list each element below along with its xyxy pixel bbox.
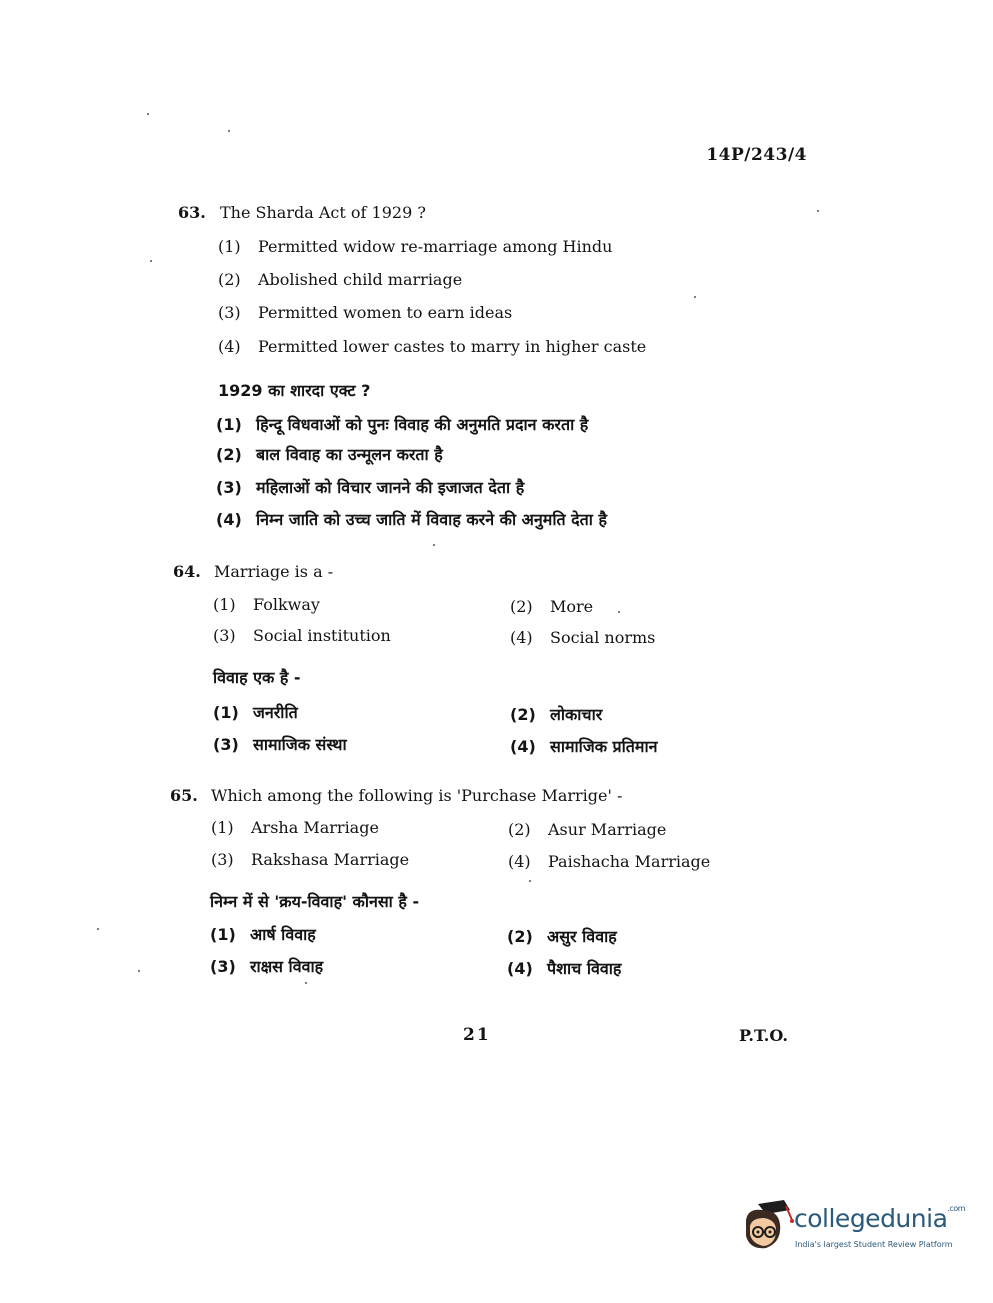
option-number: (1) — [218, 237, 241, 256]
option-number: (2) — [508, 820, 531, 839]
option-number: (3) — [211, 850, 234, 869]
question-text-en: Marriage is a - — [214, 562, 334, 581]
option-number: (2) — [218, 270, 241, 289]
option-en — [213, 595, 320, 614]
option-text: More — [550, 597, 594, 616]
option-hi — [216, 443, 443, 465]
option-number: (4) — [218, 337, 241, 356]
option-text: महिलाओं को विचार जानने की इजाजत देता है — [256, 478, 525, 497]
option-text: राक्षस विवाह — [250, 957, 324, 976]
option-number: (2) — [510, 705, 536, 724]
question-text-en: Which among the following is 'Purchase Marrige' - — [211, 786, 623, 805]
option-hi — [507, 957, 621, 979]
option-hi — [510, 703, 602, 725]
option-number: (3) — [218, 303, 241, 322]
scan-speck — [150, 260, 152, 262]
option-number: (3) — [210, 957, 236, 976]
option-hi — [510, 735, 658, 757]
option-text: Permitted widow re-marriage among Hindu — [258, 237, 613, 256]
option-en — [508, 852, 710, 871]
option-text: सामाजिक संस्था — [253, 735, 347, 754]
scan-speck — [433, 544, 435, 546]
option-en — [218, 270, 462, 289]
option-en — [218, 337, 646, 356]
option-text: पैशाच विवाह — [547, 959, 622, 978]
option-en — [213, 626, 391, 645]
logo-wordmark — [794, 1204, 965, 1233]
option-text: लोकाचार — [550, 705, 603, 724]
option-number: (4) — [216, 510, 242, 529]
option-text: Rakshasa Marriage — [251, 850, 410, 869]
option-en — [510, 597, 593, 616]
question-text-en: The Sharda Act of 1929 ? — [220, 203, 426, 222]
option-text: Social norms — [550, 628, 656, 647]
pto-label: P.T.O. — [739, 1026, 788, 1045]
question-text-hi: 1929 का शारदा एक्ट ? — [218, 381, 371, 400]
logo-suffix: .com — [947, 1204, 966, 1213]
option-text: Arsha Marriage — [251, 818, 379, 837]
scan-speck — [817, 210, 819, 212]
option-number: (1) — [210, 925, 236, 944]
option-hi — [216, 413, 588, 435]
option-text: आर्ष विवाह — [250, 925, 316, 944]
option-hi — [216, 508, 607, 530]
option-text: असुर विवाह — [547, 927, 617, 946]
question-number: 64. — [173, 562, 201, 581]
question-text-hi: विवाह एक है - — [213, 668, 301, 687]
option-number: (4) — [510, 737, 536, 756]
option-number: (2) — [216, 445, 242, 464]
option-text: Abolished child marriage — [258, 270, 463, 289]
option-hi — [210, 923, 316, 945]
collegedunia-logo — [738, 1198, 968, 1258]
option-hi — [507, 925, 617, 947]
scan-speck — [228, 130, 230, 132]
option-number: (4) — [510, 628, 533, 647]
page-number: 21 — [463, 1025, 491, 1045]
option-text: Permitted lower castes to marry in higher caste — [258, 337, 647, 356]
option-text: Permitted women to earn ideas — [258, 303, 513, 322]
option-text: Paishacha Marriage — [548, 852, 711, 871]
logo-tagline: India's largest Student Review Platform — [795, 1240, 953, 1249]
option-text: हिन्दू विधवाओं को पुनः विवाह की अनुमति प्रदान करता है — [256, 415, 589, 434]
option-en — [510, 628, 655, 647]
option-text: Social institution — [253, 626, 391, 645]
option-number: (3) — [213, 626, 236, 645]
mascot-icon — [738, 1198, 794, 1258]
option-number: (1) — [213, 595, 236, 614]
option-number: (3) — [216, 478, 242, 497]
scan-speck — [618, 611, 620, 613]
option-number: (2) — [510, 597, 533, 616]
option-en — [211, 818, 379, 837]
option-number: (1) — [216, 415, 242, 434]
option-text: सामाजिक प्रतिमान — [550, 737, 658, 756]
scan-speck — [305, 982, 307, 984]
option-text: Asur Marriage — [548, 820, 667, 839]
scan-speck — [147, 113, 149, 115]
option-text: जनरीति — [253, 703, 298, 722]
option-hi — [216, 476, 524, 498]
option-text: Folkway — [253, 595, 320, 614]
question-number: 63. — [178, 203, 206, 222]
option-number: (4) — [507, 959, 533, 978]
logo-name: collegedunia — [794, 1204, 948, 1233]
option-hi — [213, 733, 347, 755]
paper-code: 14P/243/4 — [706, 145, 807, 165]
option-hi — [213, 701, 298, 723]
scan-speck — [97, 928, 99, 930]
option-number: (1) — [211, 818, 234, 837]
option-text: बाल विवाह का उन्मूलन करता है — [256, 445, 443, 464]
scan-speck — [138, 970, 140, 972]
scan-speck — [694, 296, 696, 298]
option-number: (1) — [213, 703, 239, 722]
scan-speck — [529, 880, 531, 882]
option-en — [508, 820, 666, 839]
option-hi — [210, 955, 323, 977]
option-number: (4) — [508, 852, 531, 871]
option-text: निम्न जाति को उच्च जाति में विवाह करने की अनुमति देता है — [256, 510, 608, 529]
option-en — [218, 303, 512, 322]
option-number: (3) — [213, 735, 239, 754]
question-number: 65. — [170, 786, 198, 805]
option-en — [211, 850, 409, 869]
question-text-hi: निम्न में से 'क्रय-विवाह' कौनसा है - — [210, 892, 420, 911]
option-en — [218, 237, 612, 256]
option-number: (2) — [507, 927, 533, 946]
